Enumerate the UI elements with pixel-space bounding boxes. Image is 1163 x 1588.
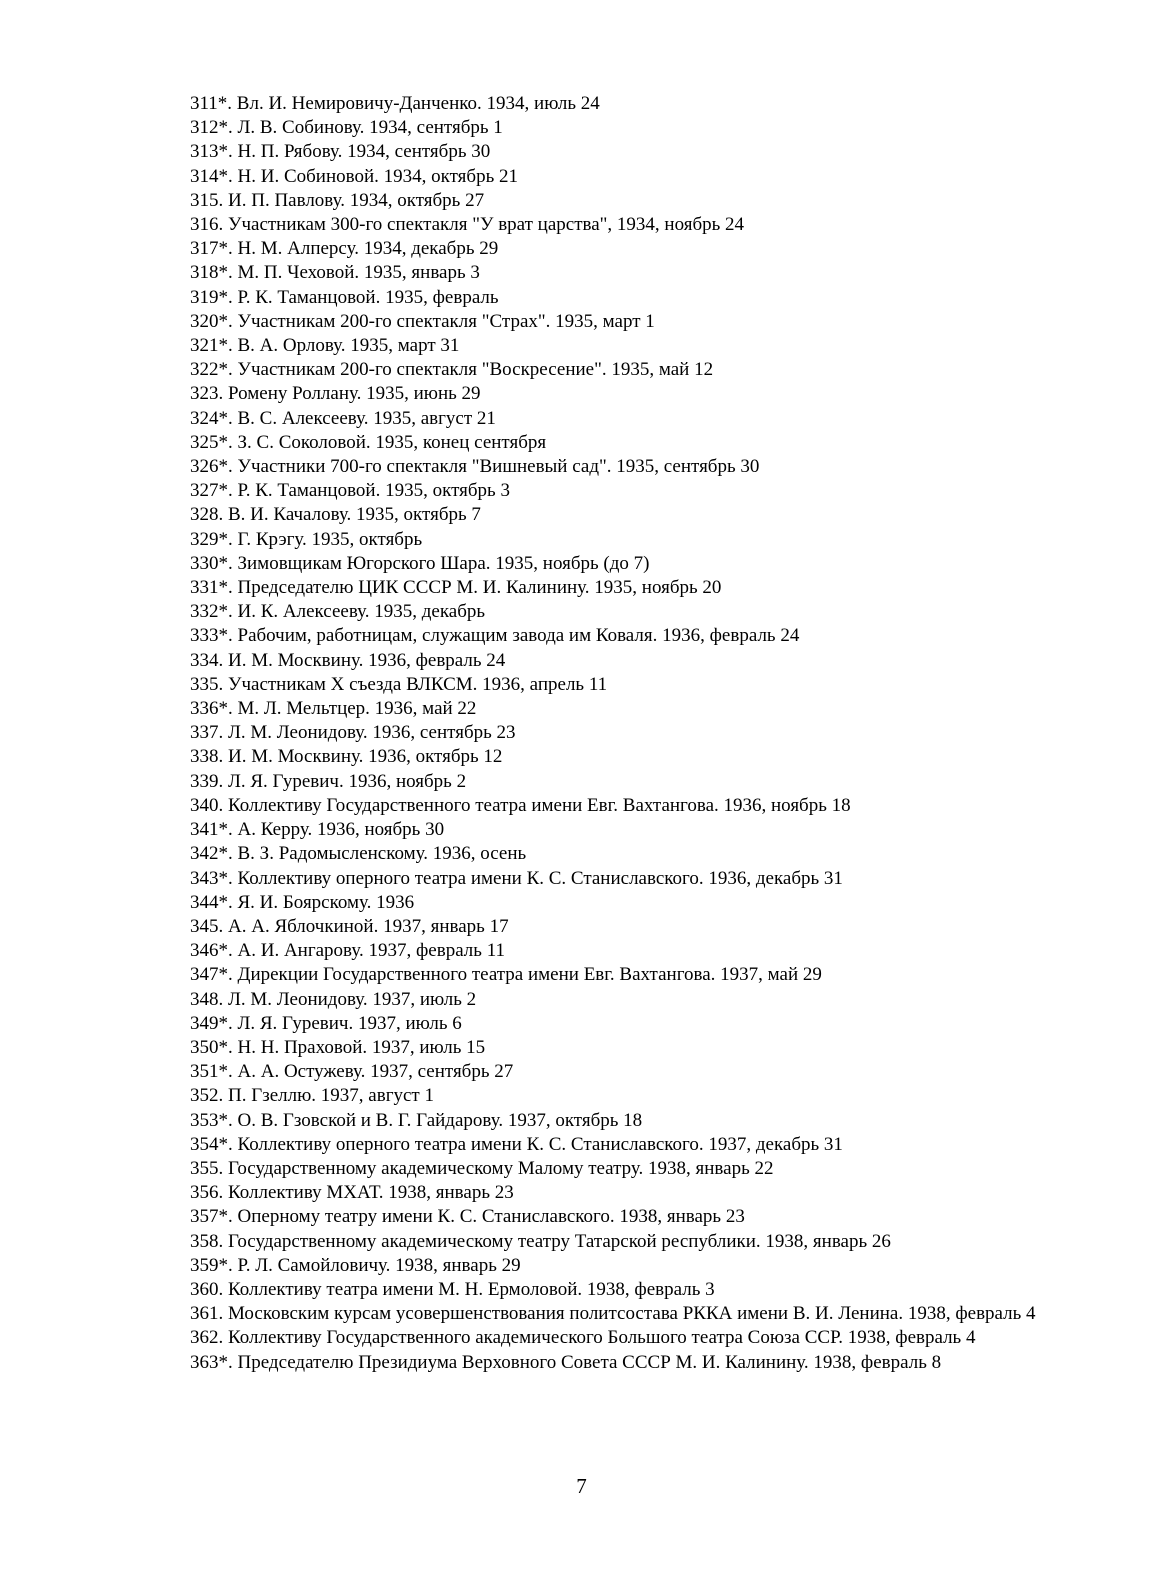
list-item: 351*. А. А. Остужеву. 1937, сентябрь 27 xyxy=(190,1061,514,1083)
list-item: 311*. Вл. И. Немировичу-Данченко. 1934, июль 24 xyxy=(190,93,600,114)
list-item: 314*. Н. И. Собиновой. 1934, октябрь 21 xyxy=(190,165,518,187)
list-item: 347*. Дирекции Государственного театра имени Евг. Вахтангова. 1937, май 29 xyxy=(190,964,822,986)
list-item: 322*. Участникам 200-го спектакля "Воскресение". 1935, май 12 xyxy=(190,359,714,381)
list-item: 333*. Рабочим, работницам, служащим завода им Коваля. 1936, февраль 24 xyxy=(190,625,800,647)
list-item: 327*. Р. К. Таманцовой. 1935, октябрь 3 xyxy=(190,480,510,502)
list-item: 335. Участникам X съезда ВЛКСМ. 1936, апрель 11 xyxy=(190,673,608,695)
list-item: 320*. Участникам 200-го спектакля "Страх". 1935, март 1 xyxy=(190,310,655,332)
list-item: 321*. В. А. Орлову. 1935, март 31 xyxy=(190,335,460,357)
list-item: 341*. А. Керру. 1936, ноябрь 30 xyxy=(190,819,445,841)
list-item: 357*. Оперному театру имени К. С. Станиславского. 1938, январь 23 xyxy=(190,1206,745,1228)
list-item: 340. Коллективу Государственного театра имени Евг. Вахтангова. 1936, ноябрь 18 xyxy=(190,794,851,816)
list-item: 337. Л. М. Леонидову. 1936, сентябрь 23 xyxy=(190,722,516,744)
list-item: 317*. Н. М. Алперсу. 1934, декабрь 29 xyxy=(190,238,499,260)
list-item: 359*. Р. Л. Самойловичу. 1938, январь 29 xyxy=(190,1254,521,1276)
list-item: 348. Л. М. Леонидову. 1937, июль 2 xyxy=(190,988,477,1010)
list-item: 315. И. П. Павлову. 1934, октябрь 27 xyxy=(190,189,485,211)
list-item: 319*. Р. К. Таманцовой. 1935, февраль xyxy=(190,286,499,308)
list-item: 312*. Л. В. Собинову. 1934, сентябрь 1 xyxy=(190,117,503,139)
list-item: 336*. М. Л. Мельтцер. 1936, май 22 xyxy=(190,698,477,720)
list-item: 354*. Коллективу оперного театра имени К. С. Станиславского. 1937, декабрь 31 xyxy=(190,1133,843,1155)
list-item: 358. Государственному академическому театру Татарской республики. 1938, январь 26 xyxy=(190,1230,891,1252)
list-item: 325*. З. С. Соколовой. 1935, конец сентября xyxy=(190,431,547,453)
list-item: 331*. Председателю ЦИК СССР М. И. Калинину. 1935, ноябрь 20 xyxy=(190,577,722,599)
list-item: 332*. И. К. Алексееву. 1935, декабрь xyxy=(190,601,486,623)
list-item: 349*. Л. Я. Гуревич. 1937, июль 6 xyxy=(190,1012,462,1034)
list-item: 330*. Зимовщикам Югорского Шара. 1935, ноябрь (до 7) xyxy=(190,552,650,574)
page-number: 7 xyxy=(576,1474,587,1498)
list-item: 355. Государственному академическому Малому театру. 1938, январь 22 xyxy=(190,1157,774,1179)
list-item: 318*. М. П. Чеховой. 1935, январь 3 xyxy=(190,262,480,284)
list-item: 329*. Г. Крэгу. 1935, октябрь xyxy=(190,528,423,550)
list-item: 323. Ромену Роллану. 1935, июнь 29 xyxy=(190,383,481,405)
list-item: 361. Московским курсам усовершенствования политсостава РККА имени В. И. Ленина. 1938, февраль 4 xyxy=(190,1303,1036,1325)
list-item: 326*. Участники 700-го спектакля "Вишневый сад". 1935, сентябрь 30 xyxy=(190,456,760,478)
list-item: 342*. В. З. Радомысленскому. 1936, осень xyxy=(190,843,527,865)
list-item: 352. П. Гзеллю. 1937, август 1 xyxy=(190,1085,434,1107)
list-item: 362. Коллективу Государственного академического Большого театра Союза ССР. 1938, февраль 4 xyxy=(190,1327,976,1349)
list-item: 313*. Н. П. Рябову. 1934, сентябрь 30 xyxy=(190,141,491,163)
list-item: 316. Участникам 300-го спектакля "У врат царства", 1934, ноябрь 24 xyxy=(190,214,745,236)
list-item: 345. А. А. Яблочкиной. 1937, январь 17 xyxy=(190,915,509,937)
letters-index-list xyxy=(174,92,1064,1375)
list-item: 360. Коллективу театра имени М. Н. Ермоловой. 1938, февраль 3 xyxy=(190,1278,715,1300)
list-item: 346*. А. И. Ангарову. 1937, февраль 11 xyxy=(190,940,505,962)
list-item: 350*. Н. Н. Праховой. 1937, июль 15 xyxy=(190,1036,486,1058)
list-item: 356. Коллективу МХАТ. 1938, январь 23 xyxy=(190,1182,514,1204)
list-item: 353*. О. В. Гзовской и В. Г. Гайдарову. 1937, октябрь 18 xyxy=(190,1109,643,1131)
list-item: 363*. Председателю Президиума Верховного Совета СССР М. И. Калинину. 1938, февраль 8 xyxy=(190,1351,942,1373)
list-item: 343*. Коллективу оперного театра имени К. С. Станиславского. 1936, декабрь 31 xyxy=(190,867,843,889)
list-item: 334. И. М. Москвину. 1936, февраль 24 xyxy=(190,649,506,671)
list-item: 324*. В. С. Алексееву. 1935, август 21 xyxy=(190,407,496,429)
list-item: 344*. Я. И. Боярскому. 1936 xyxy=(190,891,415,913)
list-item: 338. И. М. Москвину. 1936, октябрь 12 xyxy=(190,746,503,768)
list-item: 339. Л. Я. Гуревич. 1936, ноябрь 2 xyxy=(190,770,467,792)
list-item: 328. В. И. Качалову. 1935, октябрь 7 xyxy=(190,504,481,526)
